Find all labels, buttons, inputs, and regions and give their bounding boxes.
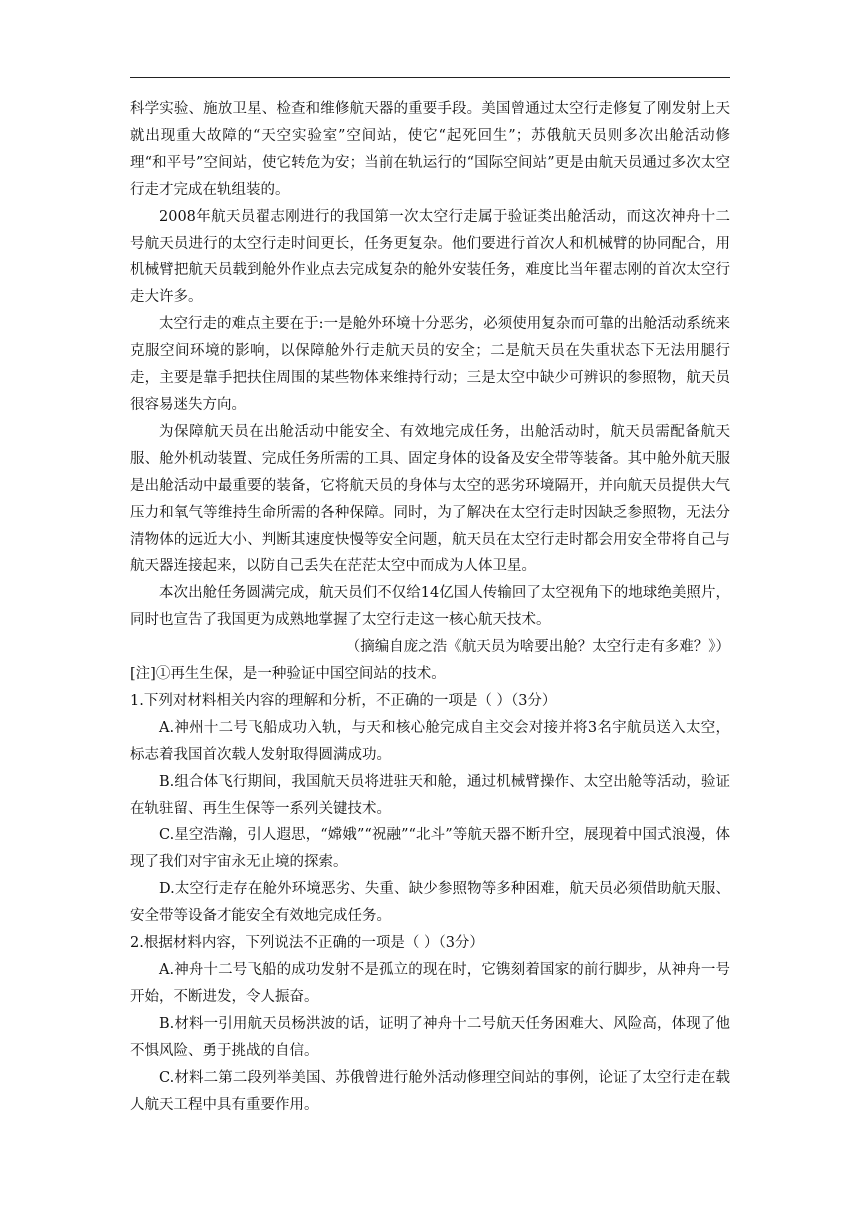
paragraph: 科学实验、施放卫星、检查和维修航天器的重要手段。美国曾通过太空行走修复了刚发射上天就出现重大故障的“天空实验室”空间站，使它“起死回生”；苏俄航天员则多次出舱活动修理“和平号”空间站，使它转危为安；当前在轨运行的“国际空间站”更是由航天员通过多次太空行走才完成在轨组装的。 [130, 101, 730, 198]
footnote: [注]①再生生保，是一种验证中国空间站的技术。 [130, 666, 446, 683]
option-b: B.材料一引用航天员杨洪波的话，证明了神舟十二号航天任务困难大、风险高，体现了他不惧风险、勇于挑战的自信。 [130, 1015, 730, 1059]
option-c: C.星空浩瀚，引人遐思，“嫦娥”“祝融”“北斗”等航天器不断升空，展现着中国式浪漫，体现了我们对宇宙永无止境的探索。 [130, 827, 730, 871]
option-a: A.神舟十二号飞船的成功发射不是孤立的现在时，它镌刻着国家的前行脚步，从神舟一号开始，不断进发，令人振奋。 [130, 962, 730, 1005]
paragraph: 为保障航天员在出舱活动中能安全、有效地完成任务，出舱活动时，航天员需配备航天服、舱外机动装置、完成任务所需的工具、固定身体的设备及安全带等装备。其中舱外航天服是出舱活动中最重要的装备，它将航天员的身体与太空的恶劣环境隔开，并向航天员提供大气压力和氧气等维持生命所需的各种保障。同时，为了解决在太空行走时因缺乏参照物，无法分清物体的远近大小、判断其速度快慢等安全问题，航天员在太空行走时都会用安全带将自己与航天器连接起来，以防自己丢失在茫茫太空中而成为人体卫星。 [130, 423, 730, 575]
header-rule [130, 77, 730, 78]
document-body [130, 96, 730, 1118]
paragraph: 2008年航天员翟志刚进行的我国第一次太空行走属于验证类出舱活动，而这次神舟十二号航天员进行的太空行走时间更长，任务更复杂。他们要进行首次人和机械臂的协同配合，用机械臂把航天员载到舱外作业点去完成复杂的舱外安装任务，难度比当年翟志刚的首次太空行走大许多。 [130, 208, 730, 306]
option-c: C.材料二第二段列举美国、苏俄曾进行舱外活动修理空间站的事例，论证了太空行走在载人航天工程中具有重要作用。 [130, 1069, 730, 1113]
question-stem: 1.下列对材料相关内容的理解和分析，不正确的一项是（ ）（3分） [130, 692, 557, 709]
option-d: D.太空行走存在舱外环境恶劣、失重、缺少参照物等多种困难，航天员必须借助航天服、安全带等设备才能安全有效地完成任务。 [130, 881, 730, 925]
paragraph: 太空行走的难点主要在于:一是舱外环境十分恶劣，必须使用复杂而可靠的出舱活动系统来克服空间环境的影响，以保障舱外行走航天员的安全；二是航天员在失重状态下无法用腿行走，主要是靠手把扶住周围的某些物体来维持行动；三是太空中缺少可辨识的参照物，航天员很容易迷失方向。 [130, 316, 730, 413]
option-b: B.组合体飞行期间，我国航天员将进驻天和舱，通过机械臂操作、太空出舱等活动，验证在轨驻留、再生生保等一系列关键技术。 [130, 773, 730, 817]
paragraph: 本次出舱任务圆满完成，航天员们不仅给14亿国人传输回了太空视角下的地球绝美照片，同时也宣告了我国更为成熟地掌握了太空行走这一核心航天技术。 [130, 585, 730, 629]
source-citation: （摘编自庞之浩《航天员为啥要出舱？太空行走有多难？》） [345, 639, 730, 656]
option-a: A.神州十二号飞船成功入轨，与天和核心舱完成自主交会对接并将3名宇航员送入太空，标志着我国首次载人发射取得圆满成功。 [130, 719, 730, 763]
question-stem: 2.根据材料内容，下列说法不正确的一项是（ ）（3分） [130, 935, 484, 952]
